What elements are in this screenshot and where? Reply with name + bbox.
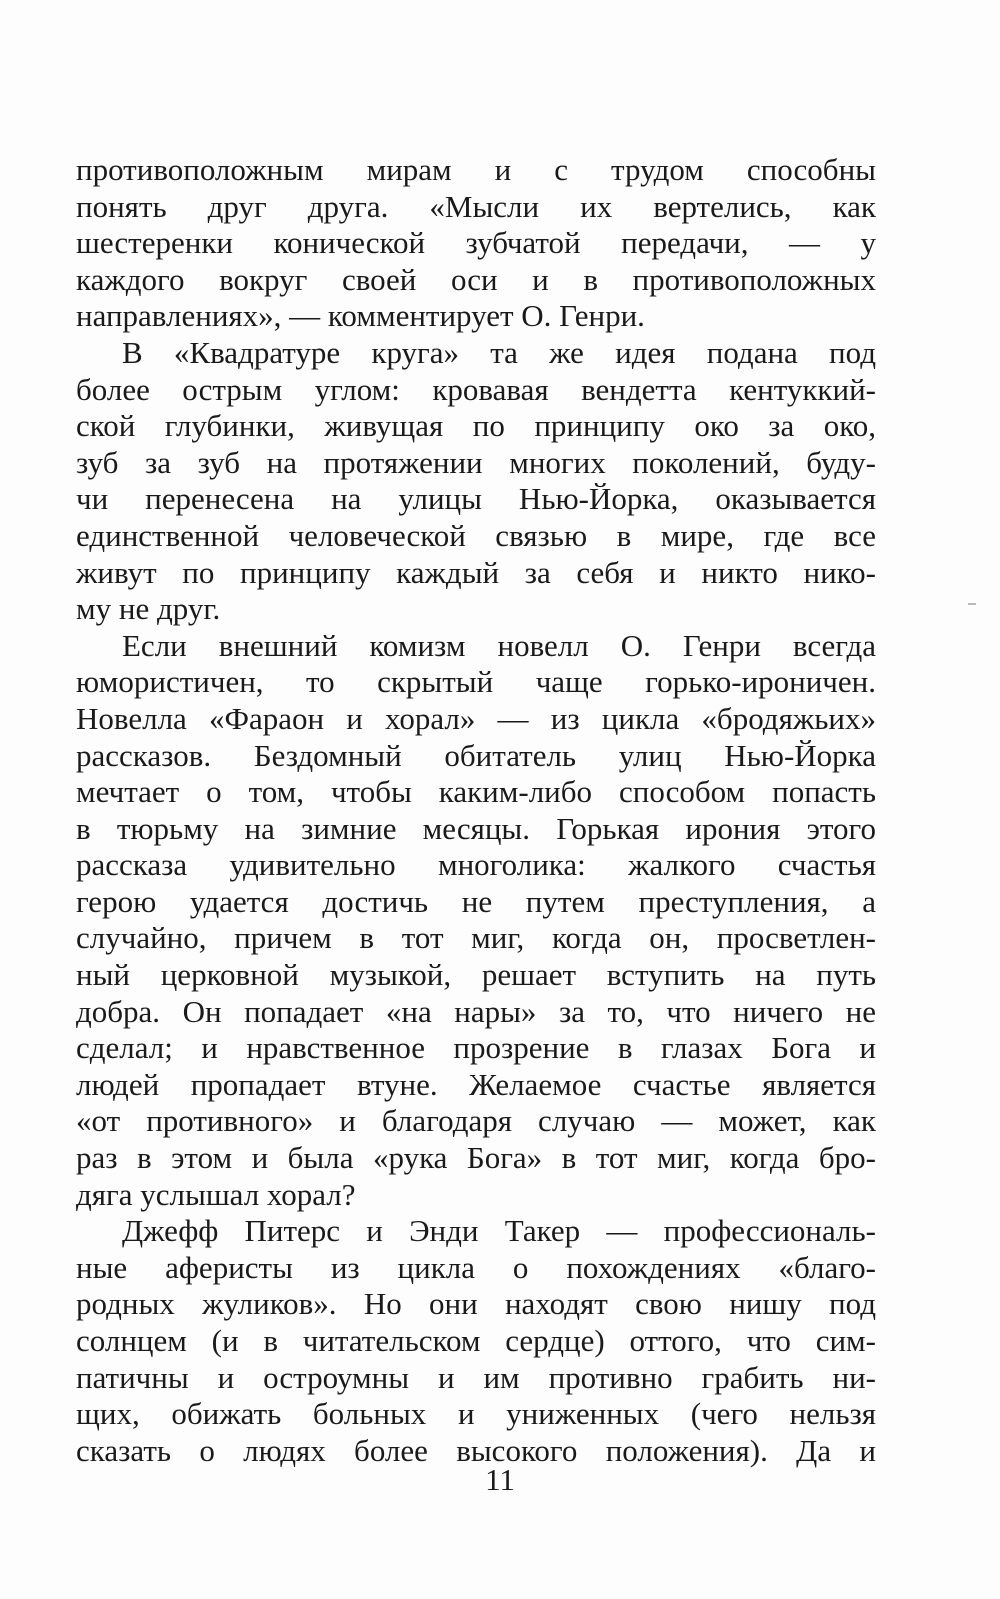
text-line: ные аферисты из цикла о похождениях «благо- [76, 1249, 876, 1285]
text-line: солнцем (и в читательском сердце) оттого, что сим- [76, 1323, 876, 1358]
paragraph [76, 152, 876, 335]
text-line: сделал; и нравственное прозрение в глазах Бога и [76, 1030, 876, 1066]
text-line: мечтает о том, чтобы каким-либо способом попасть [76, 774, 876, 810]
text-line: случайно, причем в тот миг, когда он, просветлен- [76, 920, 876, 956]
text-line: противоположным мирам и с трудом способны [76, 152, 876, 187]
page-number: 11 [485, 1462, 515, 1497]
text-line: сказать о людях более высокого положения). Да и [76, 1432, 876, 1468]
body-text [76, 152, 876, 1469]
paragraph [76, 1213, 876, 1469]
text-line: патичны и остроумны и им противно грабить ни- [76, 1359, 876, 1395]
text-line: добра. Он попадает «на нары» за то, что ничего не [76, 993, 876, 1029]
text-line: понять друг друга. «Мысли их вертелись, как [76, 188, 876, 224]
text-line: дяга услышал хорал? [76, 1176, 356, 1212]
paragraph [76, 628, 876, 1214]
text-line: Новелла «Фараон и хорал» — из цикла «бродяжьих» [76, 700, 876, 736]
text-line: более острым углом: кровавая вендетта кентуккий- [76, 371, 876, 407]
text-line: направлениях», — комментирует О. Генри. [76, 298, 645, 334]
text-line: единственной человеческой связью в мире, где все [76, 517, 876, 553]
paragraph [76, 335, 876, 628]
text-line: юмористичен, то скрытый чаще горько-ироничен. [76, 664, 876, 700]
margin-mark [968, 603, 976, 605]
text-line: ный церковной музыкой, решает вступить на путь [76, 957, 876, 993]
text-line: родных жуликов». Но они находят свою нишу под [76, 1286, 876, 1322]
text-line: людей пропадает втуне. Желаемое счастье является [76, 1066, 876, 1102]
text-line: герою удается достичь не путем преступления, а [76, 883, 876, 919]
text-line: шестеренки конической зубчатой передачи, — у [76, 225, 876, 261]
text-line: ской глубинки, живущая по принципу око за око, [76, 408, 876, 444]
text-line: живут по принципу каждый за себя и никто нико- [76, 554, 876, 590]
text-line: зуб за зуб на протяжении многих поколений, буду- [76, 444, 876, 480]
text-line: «от противного» и благодаря случаю — может, как [76, 1103, 876, 1139]
text-line: Если внешний комизм новелл О. Генри всегда [122, 627, 876, 663]
text-line: щих, обижать больных и униженных (чего нельзя [76, 1396, 876, 1432]
text-line: в тюрьму на зимние месяцы. Горькая ирония этого [76, 810, 876, 846]
text-line: рассказов. Бездомный обитатель улиц Нью-Йорка [76, 737, 876, 773]
text-line: му не друг. [76, 591, 221, 627]
text-line: чи перенесена на улицы Нью-Йорка, оказывается [76, 481, 876, 517]
text-line: Джефф Питерс и Энди Такер — профессиональ- [122, 1213, 876, 1249]
text-line: рассказа удивительно многолика: жалкого счастья [76, 847, 876, 883]
text-line: каждого вокруг своей оси и в противоположных [76, 261, 876, 297]
text-line: раз в этом и была «рука Бога» в тот миг, когда бро- [76, 1140, 876, 1176]
text-line: В «Квадратуре круга» та же идея подана под [122, 334, 876, 370]
